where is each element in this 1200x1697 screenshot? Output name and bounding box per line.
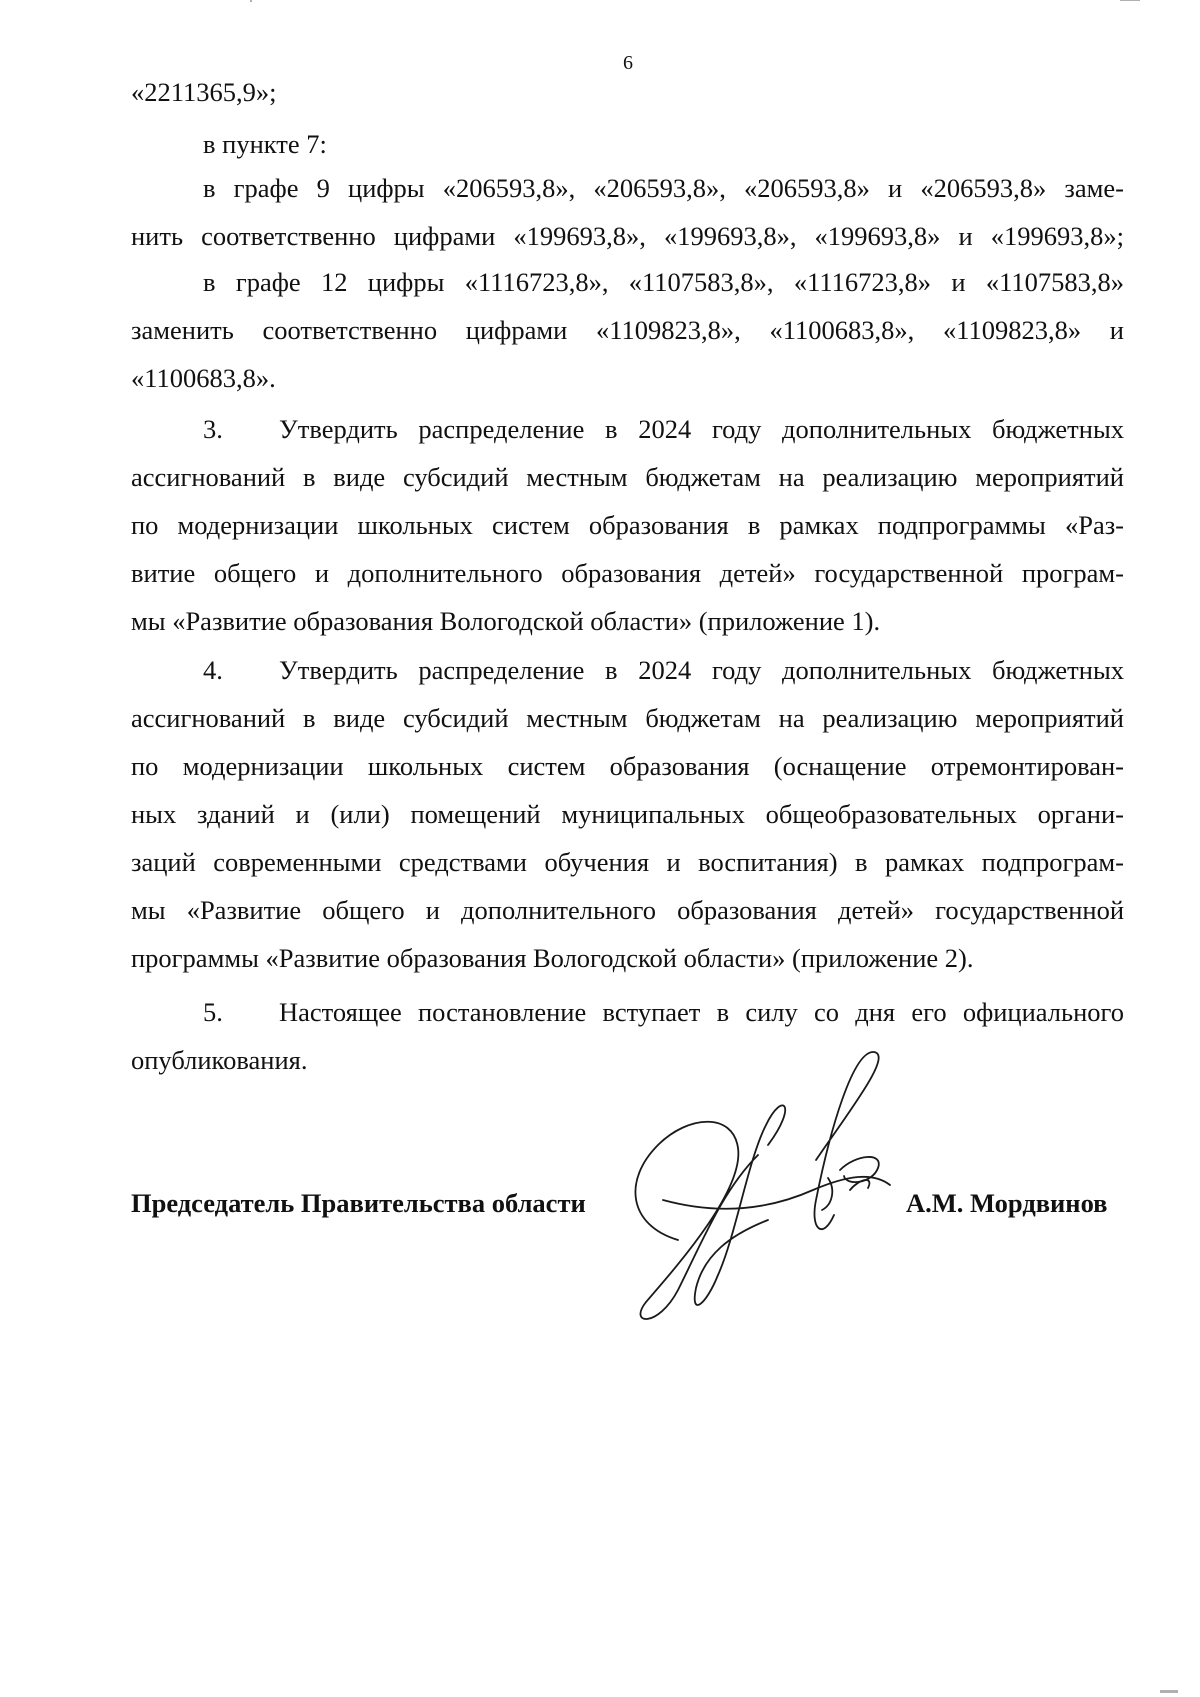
item-number: 3. (203, 414, 223, 444)
signature-stroke (814, 1052, 878, 1229)
signature-stroke (635, 1122, 758, 1319)
text-line: в графе 12 цифры «1116723,8», «1107583,8», «1116723,8» и «1107583,8» (203, 267, 1124, 297)
text-line: в графе 9 цифры «206593,8», «206593,8», «206593,8» и «206593,8» заме- (203, 173, 1124, 203)
text-line: «1100683,8». (131, 363, 276, 393)
text-line: «2211365,9»; (131, 77, 277, 107)
text-line: нить соответственно цифрами «199693,8», «199693,8», «199693,8» и «199693,8»; (131, 221, 1124, 251)
text-line: опубликования. (131, 1045, 308, 1075)
text-line: по модернизации школьных систем образования в рамках подпрограммы «Раз- (131, 510, 1124, 540)
handwritten-signature (618, 1050, 918, 1350)
item-text: Настоящее постановление вступает в силу со дня его официального (279, 997, 1124, 1027)
item-number: 4. (203, 655, 223, 685)
item-text: Утвердить распределение в 2024 году дополнительных бюджетных (279, 655, 1124, 685)
item-3-first-line (203, 413, 1124, 445)
text-line: заций современными средствами обучения и воспитания) в рамках подпрограм- (131, 847, 1124, 877)
scan-mark (1120, 0, 1140, 1)
text-line: по модернизации школьных систем образования (оснащение отремонтирован- (131, 751, 1124, 781)
text-line: программы «Развитие образования Вологодской области» (приложение 2). (131, 943, 974, 973)
scan-mark (1160, 1690, 1178, 1693)
signatory-name: А.М. Мордвинов (906, 1188, 1108, 1218)
item-text: Утвердить распределение в 2024 году дополнительных бюджетных (279, 414, 1124, 444)
text-line: витие общего и дополнительного образования детей» государственной програм- (131, 558, 1124, 588)
text-line: ассигнований в виде субсидий местным бюджетам на реализацию мероприятий (131, 462, 1124, 492)
item-4-first-line (203, 654, 1124, 686)
signature-stroke (822, 1178, 832, 1210)
text-line: в пункте 7: (203, 129, 327, 159)
text-line: мы «Развитие общего и дополнительного образования детей» государственной (131, 895, 1124, 925)
page-number: 6 (623, 52, 633, 74)
scan-mark (250, 0, 252, 2)
text-line: ных зданий и (или) помещений муниципальных общеобразовательных органи- (131, 799, 1124, 829)
text-line: ассигнований в виде субсидий местным бюджетам на реализацию мероприятий (131, 703, 1124, 733)
item-5-first-line (203, 996, 1124, 1028)
signature-stroke (695, 1105, 785, 1305)
text-line: мы «Развитие образования Вологодской области» (приложение 1). (131, 606, 881, 636)
item-number: 5. (203, 997, 223, 1027)
text-line: заменить соответственно цифрами «1109823,8», «1100683,8», «1109823,8» и (131, 315, 1124, 345)
signatory-position: Председатель Правительства области (131, 1188, 586, 1218)
